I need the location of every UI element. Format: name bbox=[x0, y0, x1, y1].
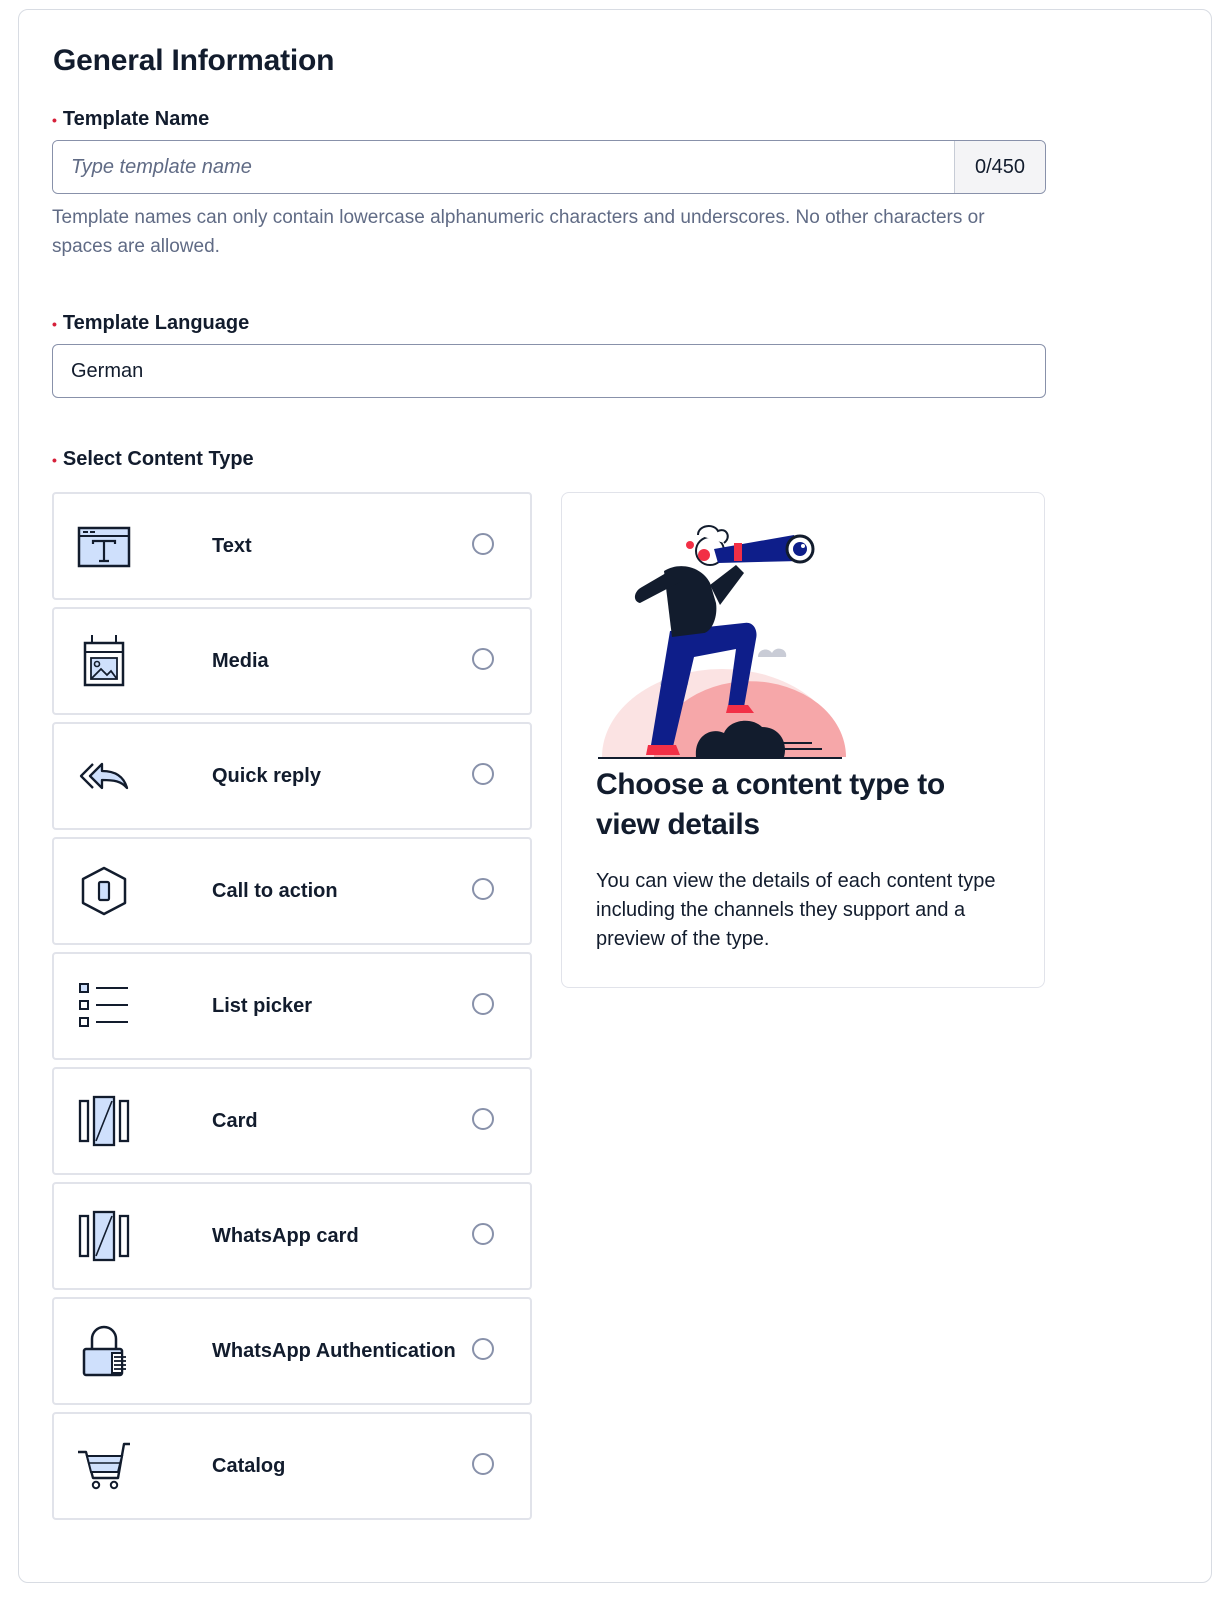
content-type-label: Text bbox=[212, 534, 252, 557]
quick-reply-icon bbox=[76, 750, 132, 802]
content-type-radio[interactable] bbox=[472, 763, 494, 785]
required-marker: • bbox=[52, 315, 57, 332]
content-type-option-quick-reply[interactable] bbox=[52, 722, 532, 830]
content-type-label: WhatsApp card bbox=[212, 1224, 359, 1247]
catalog-icon bbox=[76, 1440, 132, 1492]
template-name-field bbox=[52, 140, 1046, 194]
content-type-label: Card bbox=[212, 1109, 258, 1132]
content-type-label: List picker bbox=[212, 994, 313, 1017]
whatsapp-authentication-icon bbox=[76, 1325, 132, 1377]
required-marker: • bbox=[52, 111, 57, 128]
content-type-label: Quick reply bbox=[212, 764, 321, 787]
content-type-option-call-to-action[interactable] bbox=[52, 837, 532, 945]
details-panel-body: You can view the details of each content type including the channels they support and a preview of the type. bbox=[596, 870, 996, 950]
text-icon bbox=[76, 520, 132, 572]
content-type-label bbox=[52, 448, 254, 471]
explorer-with-telescope-illustration bbox=[594, 521, 854, 761]
content-type-radio[interactable] bbox=[472, 1223, 494, 1245]
required-marker: • bbox=[52, 451, 57, 468]
content-type-label: Call to action bbox=[212, 879, 338, 902]
character-counter: 0/450 bbox=[954, 141, 1045, 193]
section-title: General Information bbox=[53, 44, 335, 77]
content-type-option-media[interactable] bbox=[52, 607, 532, 715]
content-type-option-card[interactable] bbox=[52, 1067, 532, 1175]
template-name-input[interactable] bbox=[53, 141, 954, 193]
content-type-label: Catalog bbox=[212, 1454, 286, 1477]
whatsapp-card-icon bbox=[76, 1210, 132, 1262]
card-icon bbox=[76, 1095, 132, 1147]
template-name-help-text: Template names can only contain lowercase alphanumeric characters and underscores. No other characters or spaces are allowed. bbox=[52, 207, 985, 257]
content-type-details-panel bbox=[561, 492, 1045, 988]
content-type-option-whatsapp-card[interactable] bbox=[52, 1182, 532, 1290]
media-icon bbox=[76, 635, 132, 687]
list-picker-icon bbox=[76, 980, 132, 1032]
content-type-option-text[interactable] bbox=[52, 492, 532, 600]
content-type-label: WhatsApp Authentication bbox=[212, 1339, 456, 1362]
template-language-select[interactable] bbox=[52, 344, 1046, 398]
call-to-action-icon bbox=[76, 865, 132, 917]
content-type-label: Media bbox=[212, 649, 269, 672]
template-language-value: German bbox=[71, 359, 144, 382]
details-panel-title: Choose a content type to view details bbox=[596, 768, 945, 841]
content-type-radio[interactable] bbox=[472, 1453, 494, 1475]
content-type-radio[interactable] bbox=[472, 648, 494, 670]
content-type-radio[interactable] bbox=[472, 1338, 494, 1360]
content-type-list bbox=[52, 492, 532, 1527]
template-language-label-text: Template Language bbox=[62, 312, 250, 334]
content-type-option-catalog[interactable] bbox=[52, 1412, 532, 1520]
content-type-option-list-picker[interactable] bbox=[52, 952, 532, 1060]
content-type-radio[interactable] bbox=[472, 878, 494, 900]
content-type-label-text: Select Content Type bbox=[62, 448, 254, 470]
template-name-label-text: Template Name bbox=[62, 108, 210, 130]
content-type-option-whatsapp-authentication[interactable] bbox=[52, 1297, 532, 1405]
template-language-label bbox=[52, 312, 249, 335]
template-name-label bbox=[52, 108, 209, 131]
content-type-radio[interactable] bbox=[472, 1108, 494, 1130]
content-type-radio[interactable] bbox=[472, 993, 494, 1015]
content-type-radio[interactable] bbox=[472, 533, 494, 555]
